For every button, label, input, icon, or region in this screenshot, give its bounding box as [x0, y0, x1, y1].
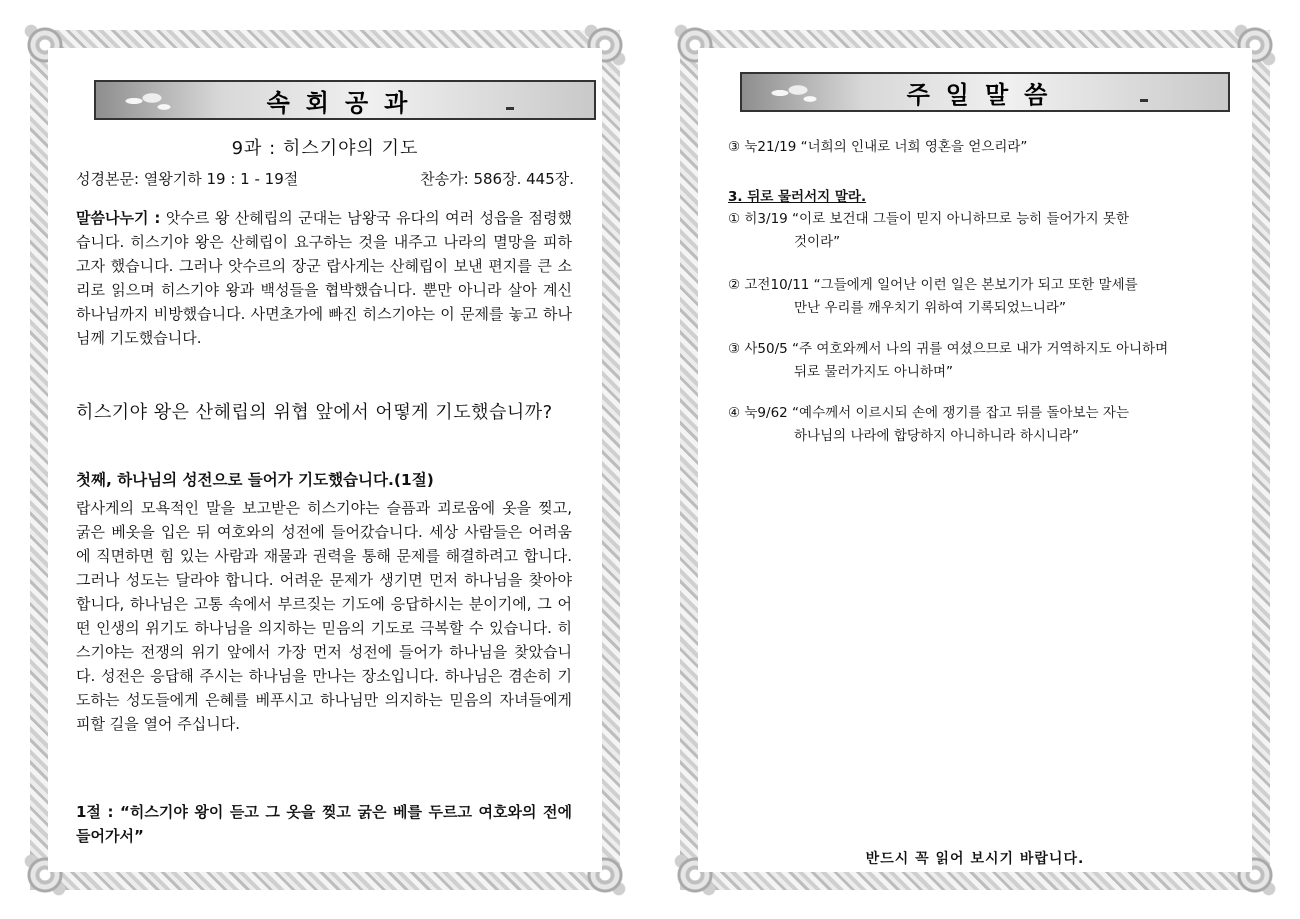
hymn-numbers: 찬송가: 586장. 445장.	[420, 170, 574, 188]
point-one-body: 랍사게의 모욕적인 말을 보고받은 히스기야는 슬픔과 괴로움에 옷을 찢고, 굵은 베옷을 입은 뒤 여호와의 성전에 들어갔습니다. 세상 사람들은 어려움에 직면하면 힘 있는 사람과 재물과 권력을 통해 문제를 해결하려고 합니다. 그러나 성도는 달라야 합니다. 어려운 문제가 생기면 먼저 하나님을 찾아야 합니다, 하나님은 고통 속에서 부르짖는 기도에 응답하시는 분이기에, 그 어떤 인생의 위기도 하나님을 의지하는 믿음의 기도로 극복할 수 있습니다. 히스기야는 전쟁의 위기 앞에서 가장 먼저 성전에 들어가 하나님을 찾았습니다. 성전은 응답해 주시는 하나님을 만나는 장소입니다. 하나님은 겸손히 기도하는 성도들에게 은혜를 베푸시고 하나님만 의지하는 믿음의 자녀들에게 피할 길을 열어 주십니다.	[76, 499, 572, 733]
verse-item-first-line: ③ 사50/5 “주 여호와께서 나의 귀를 여셨으므로 내가 거역하지도 아니하며	[728, 341, 1169, 357]
right-page-content	[698, 48, 1252, 872]
verse-item	[728, 402, 1236, 448]
banner-mark	[1140, 99, 1148, 102]
verse-line: ③ 눅21/19 “너희의 인내로 너희 영혼을 얻으리라”	[728, 139, 1028, 155]
discussion-question: 히스기야 왕은 산헤립의 위협 앞에서 어떻게 기도했습니까?	[76, 402, 553, 423]
title-banner	[94, 80, 596, 120]
banner-mark	[506, 107, 514, 110]
intro-lead: 말씀나누기 :	[76, 209, 161, 227]
section-heading: 3. 뒤로 물러서지 말라.	[728, 189, 867, 205]
verse-item-first-line: ① 히3/19 “이로 보건대 그들이 믿지 아니하므로 능히 들어가지 못한	[728, 211, 1130, 227]
intro-paragraph	[76, 206, 572, 350]
verse-item-continuation: 하나님의 나라에 합당하지 아니하니라 하시니라”	[794, 428, 1079, 444]
verse-item-continuation: 만난 우리를 깨우치기 위하여 기록되었느니라”	[794, 300, 1066, 316]
footer-note: 반드시 꼭 읽어 보시기 바랍니다.	[865, 851, 1085, 867]
right-page	[680, 30, 1270, 890]
point-one-heading: 첫째, 하나님의 성전으로 들어가 기도했습니다.(1절)	[76, 471, 434, 489]
verse-item-first-line: ② 고전10/11 “그들에게 일어난 이런 일은 본보기가 되고 또한 말세를	[728, 277, 1138, 293]
verse-item-first-line: ④ 눅9/62 “예수께서 이르시되 손에 쟁기를 잡고 뒤를 돌아보는 자는	[728, 405, 1130, 421]
title-banner	[740, 72, 1230, 112]
verse-item-continuation: 것이라”	[794, 234, 841, 250]
daisy-decoration-icon	[762, 78, 822, 108]
verse-item	[728, 208, 1236, 254]
banner-title: 주일말씀	[906, 80, 1064, 109]
left-page-content	[48, 48, 602, 872]
verse-item	[728, 338, 1236, 384]
banner-title: 속회공과	[266, 88, 424, 117]
scripture-row	[76, 168, 574, 189]
intro-text: 앗수르 왕 산헤립의 군대는 남왕국 유다의 여러 성읍을 점령했습니다. 히스기야 왕은 산헤립이 요구하는 것을 내주고 나라의 멸망을 피하고자 했습니다. 그러나 앗수르의 장군 랍사게는 산헤립이 보낸 편지를 큰 소리로 읽으며 히스기야 왕과 백성들을 협박했습니다. 뿐만 아니라 살아 계신 하나님까지 비방했습니다. 사면초가에 빠진 히스기야는 이 문제를 놓고 하나님께 기도했습니다.	[76, 209, 572, 347]
daisy-decoration-icon	[116, 86, 176, 116]
left-page	[30, 30, 620, 890]
scripture-reference: 성경본문: 열왕기하 19 : 1 - 19절	[76, 170, 299, 188]
verse-item-continuation: 뒤로 물러가지도 아니하며”	[794, 364, 954, 380]
verse-quote: 1절 : “히스기야 왕이 듣고 그 옷을 찢고 굵은 베를 두르고 여호와의 전에 들어가서”	[76, 803, 572, 845]
verse-item	[728, 274, 1236, 320]
lesson-title: 9과 : 히스기야의 기도	[231, 138, 419, 159]
